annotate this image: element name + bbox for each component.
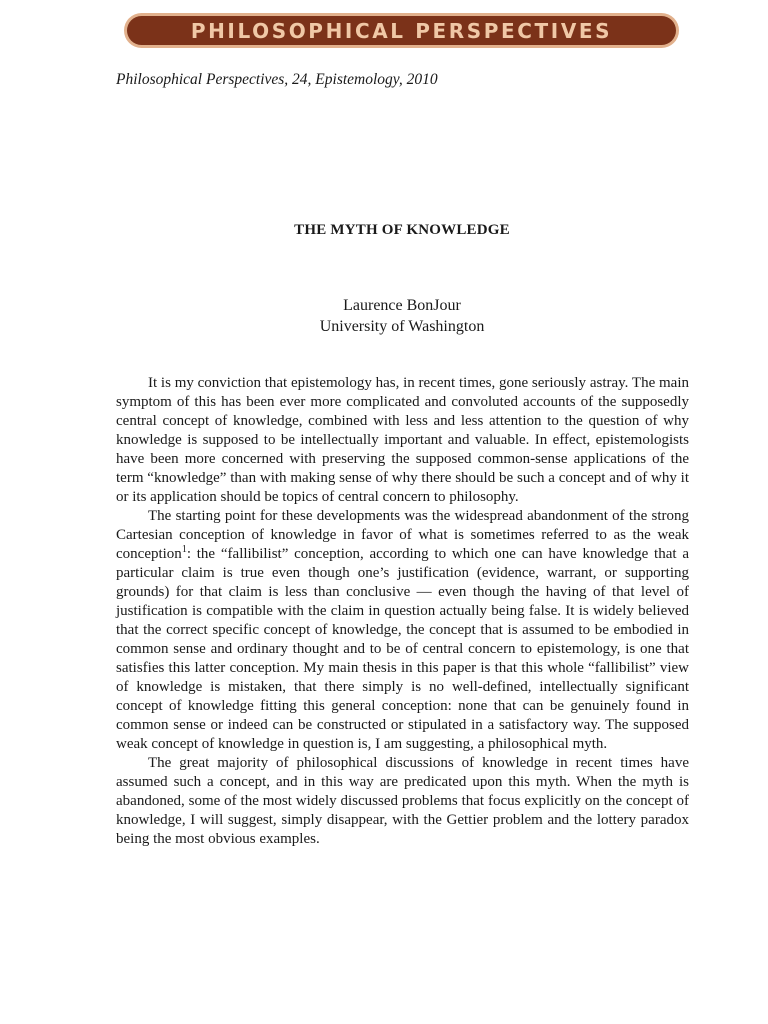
paragraph-2 [116, 507, 689, 754]
footnote-marker[interactable]: 1 [181, 544, 187, 555]
paragraph-1: It is my conviction that epistemology has, in recent times, gone seriously astray. The main symptom of this has been ever more complicated and convoluted accounts of the supposedly central concept of knowledge, combined with less and less attention to the question of why knowledge is supposed to be intellectually important and valuable. In effect, epistemologists have been more concerned with preserving the supposed common-sense applications of the term “knowledge” than with making sense of why there should be such a concept and of why it or its application should be topics of central concern to philosophy. [116, 375, 689, 505]
journal-banner-inner [127, 16, 676, 45]
journal-banner-text: PHILOSOPHICAL PERSPECTIVES [190, 18, 613, 43]
journal-citation: Philosophical Perspectives, 24, Epistemology, 2010 [116, 71, 438, 88]
paragraph-2-part-2: : the “fallibilist” conception, according to which one can have knowledge that a particular claim is true even though one’s justification (evidence, warrant, or supporting grounds) for that claim is less than conclusive — even though the having of that level of justification is compatible with the claim in question actually being false. It is widely believed that the correct specific concept of knowledge, the concept that is assumed to be embodied in common sense and ordinary thought and to be of central concern to epistemology, is one that satisfies this latter conception. My main thesis in this paper is that this whole “fallibilist” view of knowledge is mistaken, that there simply is no well-defined, intellectually significant concept of knowledge fitting this general conception: none that can be genuinely found in common sense or indeed can be constructed or stipulated in a satisfactory way. The supposed weak concept of knowledge in question is, I am suggesting, a philosophical myth. [116, 546, 689, 752]
paragraph-2-part-1: The starting point for these developments was the widespread abandonment of the strong Cartesian conception of knowledge in favor of what is sometimes referred to as the weak conception [116, 508, 689, 562]
paragraph-3: The great majority of philosophical discussions of knowledge in recent times have assumed such a concept, and in this way are predicated upon this myth. When the myth is abandoned, some of the most widely discussed problems that focus explicitly on the concept of knowledge, I will suggest, simply disappear, with the Gettier problem and the lottery paradox being the most obvious examples. [116, 755, 689, 847]
author-name: Laurence BonJour [343, 297, 461, 314]
body-text [116, 374, 689, 849]
journal-banner [124, 13, 679, 48]
paper-title: THE MYTH OF KNOWLEDGE [294, 222, 510, 238]
author-affiliation: University of Washington [319, 318, 485, 335]
